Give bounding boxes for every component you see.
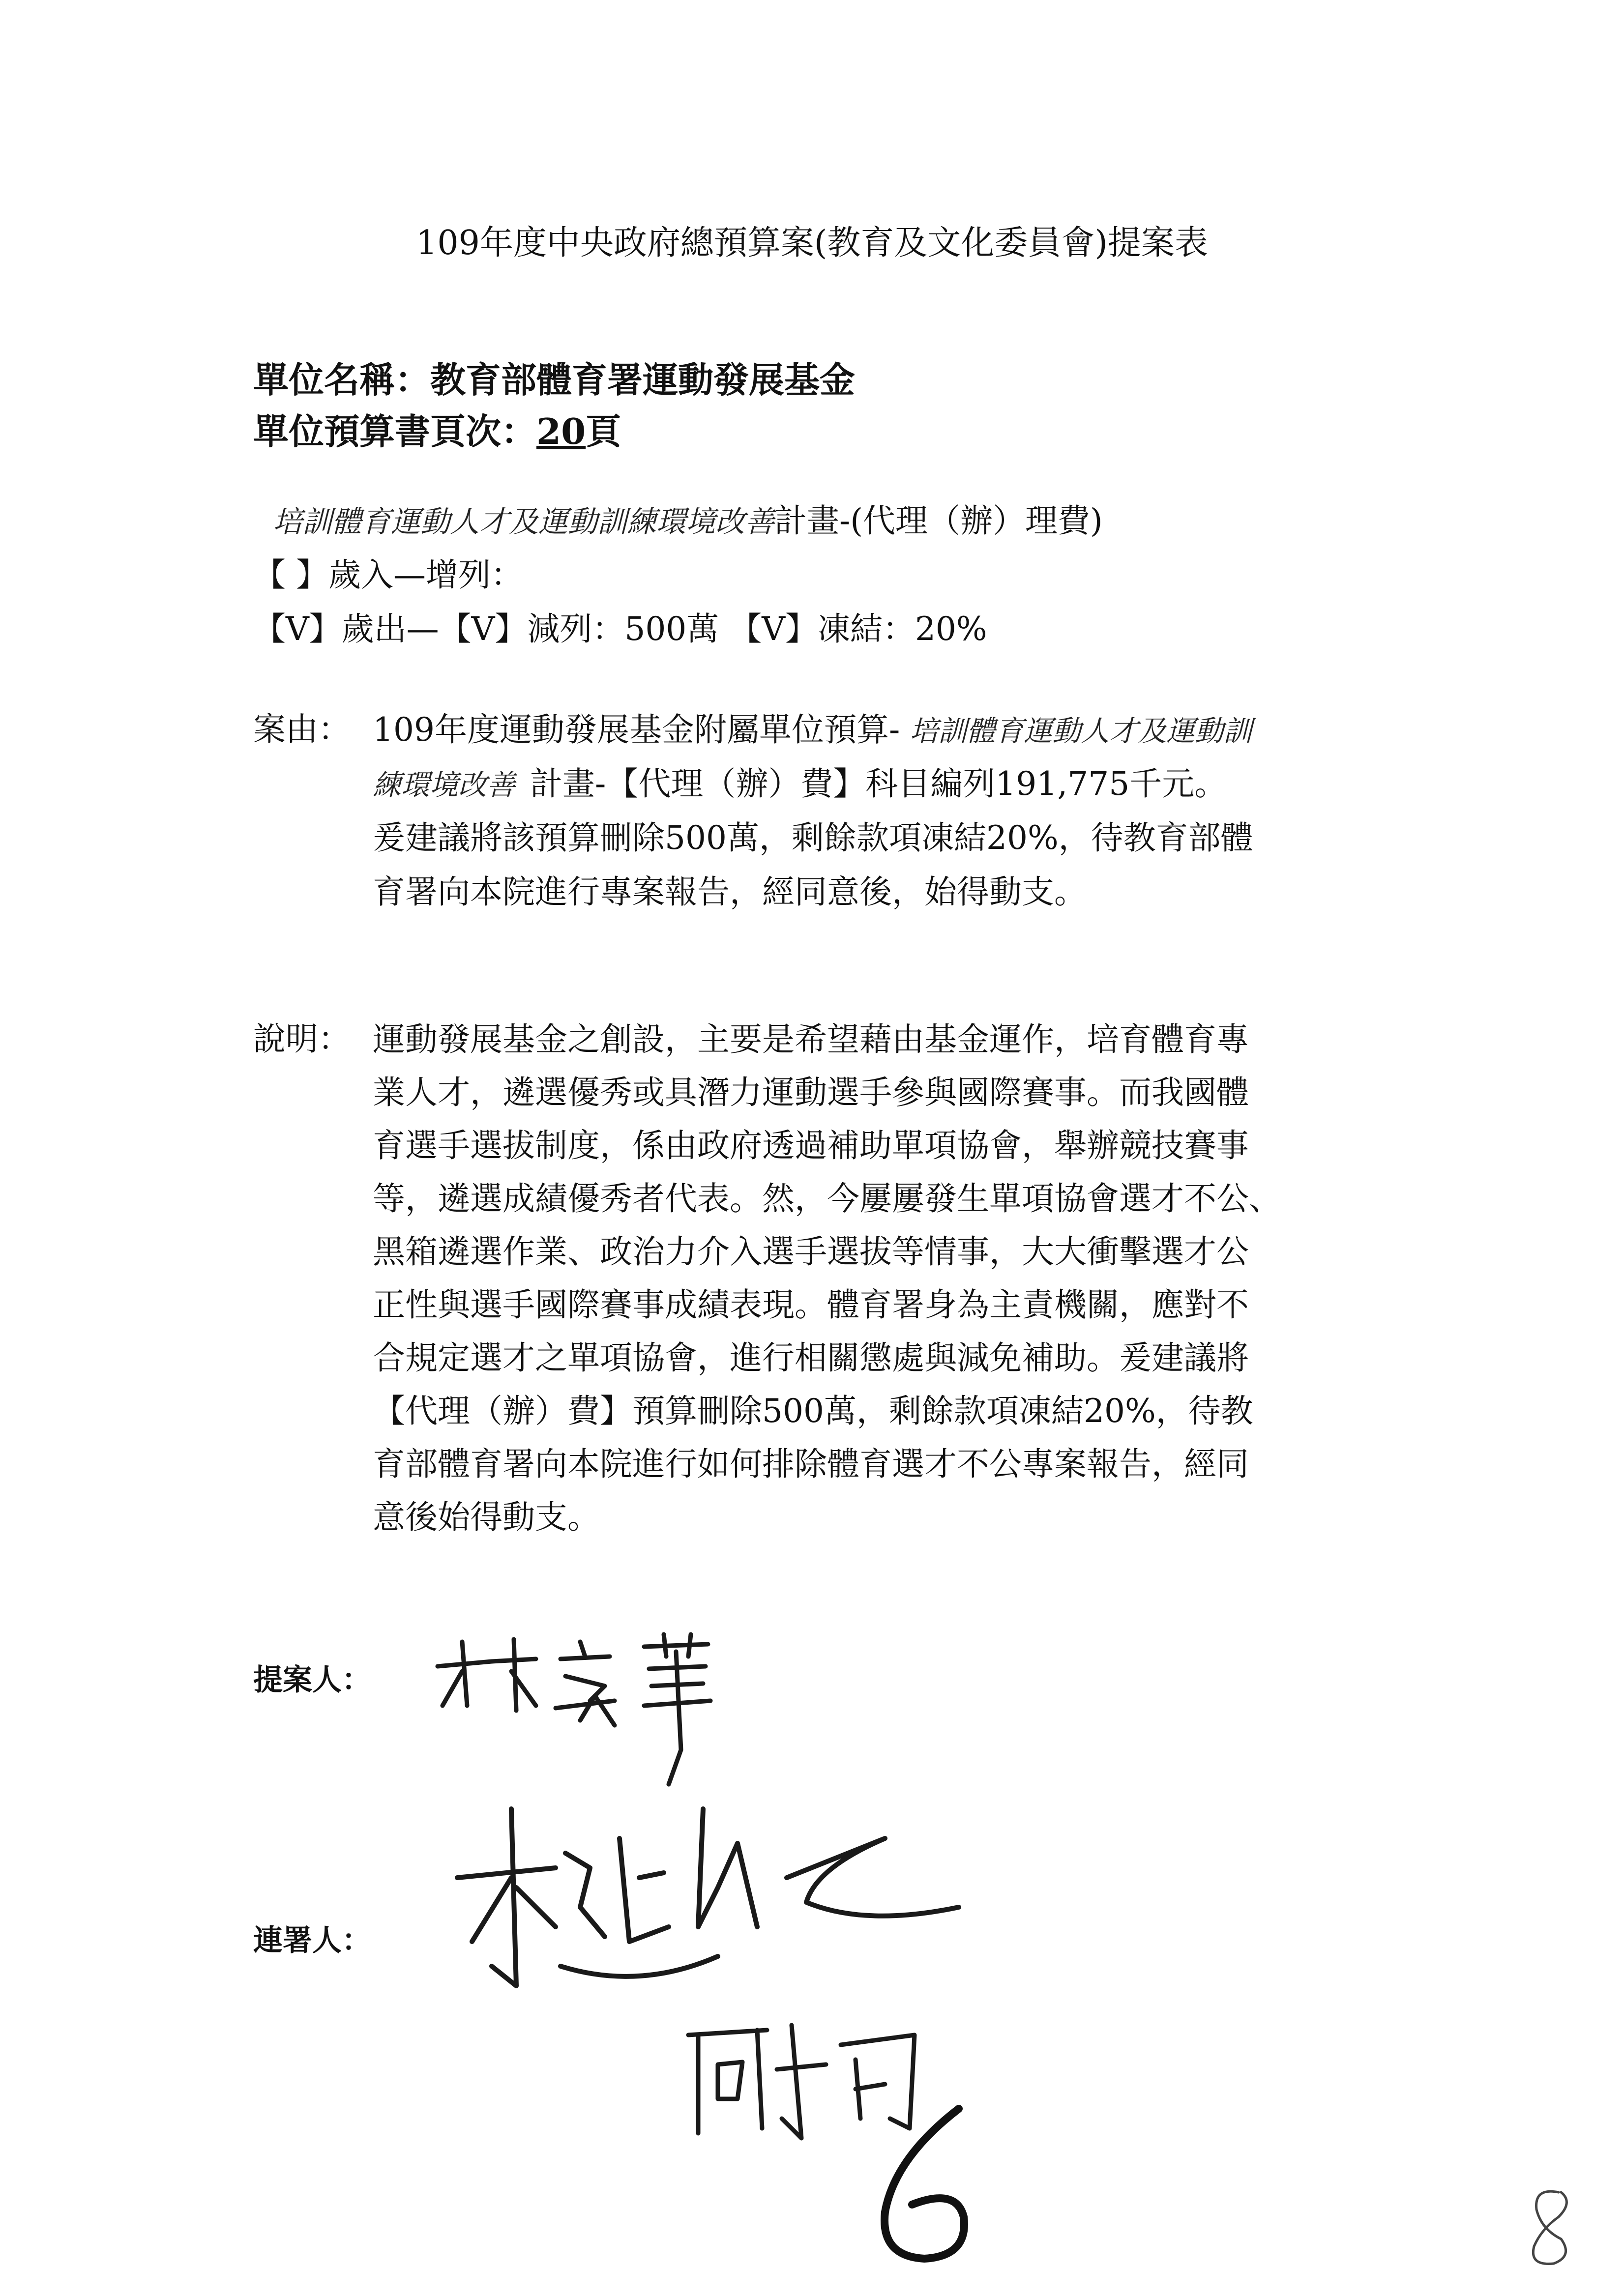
reason-line-2	[373, 757, 1227, 812]
reason-line-1-prefix: 109年度運動發展基金附屬單位預算-	[373, 711, 900, 749]
reason-line-3: 爰建議將該預算刪除500萬，剩餘款項凍結20%，待教育部體	[373, 819, 1253, 857]
explanation-label: 說明：	[253, 1020, 351, 1058]
explanation-line: 【代理（辦）費】預算刪除500萬，剩餘款項凍結20%，待教	[373, 1392, 1253, 1430]
budget-page-suffix: 頁	[586, 410, 621, 452]
explanation-line: 正性與選手國際賽事成績表現。體育署身為主責機關，應對不	[373, 1286, 1249, 1324]
budget-page-label: 單位預算書頁次：	[253, 410, 537, 452]
proposer-label: 提案人：	[253, 1663, 371, 1697]
explanation-line: 運動發展基金之創設，主要是希望藉由基金運作，培育體育專	[373, 1020, 1249, 1058]
expenditure-line: 【V】歲出—【V】減列：500萬 【V】凍結：20%	[253, 610, 987, 648]
reason-line-2-suffix: 計畫-【代理（辦）費】科目編列191,775千元。	[530, 765, 1227, 803]
reason-line-4: 育署向本院進行專案報告，經同意後，始得動支。	[373, 873, 1087, 911]
handwritten-number-mark	[865, 2099, 1013, 2276]
explanation-line: 合規定選才之單項協會，進行相關懲處與減免補助。爰建議將	[373, 1339, 1249, 1377]
explanation-line: 等，遴選成績優秀者代表。然，今屢屢發生單項協會選才不公、	[373, 1180, 1281, 1218]
cosigner-signature-1	[443, 1779, 1033, 2025]
unit-name-label: 單位名稱：	[253, 359, 431, 401]
page-title: 109年度中央政府總預算案(教育及文化委員會)提案表	[416, 224, 1208, 262]
reason-handwritten-2: 練環境改善	[373, 768, 516, 802]
explanation-line: 育選手選拔制度，係由政府透過補助單項協會，舉辦競技賽事	[373, 1127, 1249, 1164]
reason-label: 案由：	[253, 710, 351, 748]
explanation-line: 意後始得動支。	[373, 1498, 600, 1536]
unit-name-value: 教育部體育署運動發展基金	[430, 359, 856, 401]
revenue-line: 【 】歲入—增列：	[253, 556, 523, 594]
handwritten-program-name: 培訓體育運動人才及運動訓練環境改善	[273, 505, 774, 539]
explanation-line: 業人才，遴選優秀或具潛力運動選手參與國際賽事。而我國體	[373, 1074, 1249, 1111]
cosigner-label: 連署人：	[253, 1923, 371, 1958]
explanation-line: 育部體育署向本院進行如何排除體育選才不公專案報告，經同	[373, 1445, 1249, 1483]
budget-page-row	[253, 403, 621, 454]
reason-handwritten-1: 培訓體育運動人才及運動訓	[910, 714, 1252, 748]
unit-name-row	[253, 351, 855, 403]
corner-page-mark	[1514, 2182, 1583, 2271]
item-line	[273, 494, 1103, 549]
reason-line-1	[373, 703, 1252, 758]
budget-page-number: 20	[536, 410, 586, 452]
item-suffix: 計畫-(代理（辦）理費)	[774, 502, 1103, 540]
explanation-line: 黑箱遴選作業、政治力介入選手選拔等情事，大大衝擊選才公	[373, 1233, 1249, 1271]
